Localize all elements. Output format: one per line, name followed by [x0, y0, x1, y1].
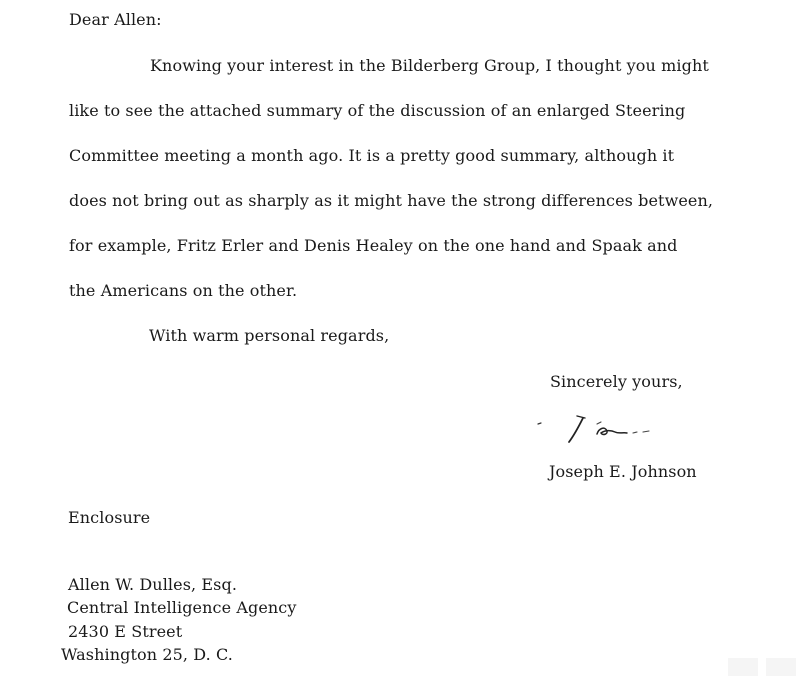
recipient-street: 2430 E Street: [68, 622, 183, 641]
recipient-name: Allen W. Dulles, Esq.: [68, 575, 238, 594]
signer-name: Joseph E. Johnson: [549, 462, 697, 481]
body-line-6: the Americans on the other.: [69, 281, 298, 300]
body-line-1: Knowing your interest in the Bilderberg Group, I thought you might: [150, 56, 709, 75]
body-line-5: for example, Fritz Erler and Denis Healey on the one hand and Spaak and: [69, 236, 678, 255]
body-line-3: Committee meeting a month ago. It is a pretty good summary, although it: [69, 146, 675, 165]
recipient-city: Washington 25, D. C.: [61, 645, 233, 664]
salutation: Dear Allen:: [69, 10, 162, 29]
handwritten-signature: [535, 410, 675, 446]
enclosure-note: Enclosure: [68, 508, 151, 527]
body-line-2: like to see the attached summary of the discussion of an enlarged Steering: [69, 101, 686, 120]
recipient-organization: Central Intelligence Agency: [67, 598, 297, 617]
scan-artifact-mark: [724, 654, 802, 680]
regards-line: With warm personal regards,: [149, 326, 390, 345]
body-line-4: does not bring out as sharply as it might have the strong differences between,: [69, 191, 714, 210]
complimentary-close: Sincerely yours,: [550, 372, 683, 391]
